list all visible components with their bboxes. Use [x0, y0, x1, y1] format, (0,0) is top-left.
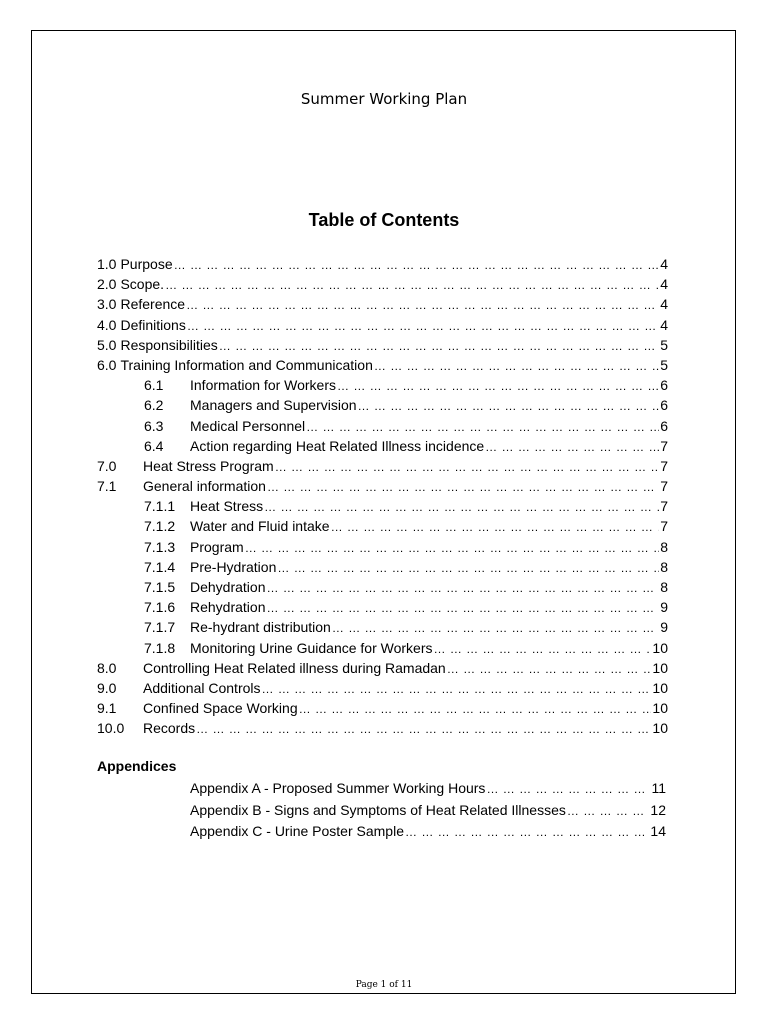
toc-leader-dots — [332, 618, 659, 637]
appendix-entry[interactable] — [190, 778, 666, 800]
toc-entry-title: Action regarding Heat Related Illness incidence — [190, 437, 485, 454]
toc-entry[interactable] — [97, 456, 668, 476]
toc-leader-dots — [187, 316, 659, 335]
toc-entry-title: Confined Space Working — [143, 700, 298, 717]
toc-entry-page: 9 — [660, 619, 668, 636]
toc-entry[interactable] — [97, 698, 668, 718]
toc-entry-title: Training Information and Communication — [120, 356, 373, 373]
toc-entry-title: Pre-Hydration — [190, 558, 277, 575]
toc-entry-page: 10 — [652, 659, 668, 676]
toc-leader-dots — [447, 659, 652, 678]
toc-entry[interactable] — [97, 375, 668, 395]
document-title: Summer Working Plan — [300, 90, 468, 108]
toc-entry-page: 7 — [660, 518, 668, 535]
toc-entry-title: Reference — [120, 296, 186, 313]
toc-entry-page: 4 — [660, 276, 668, 293]
toc-entry-page: 10 — [652, 720, 668, 737]
toc-entry-number: 7.1.1 — [144, 498, 176, 515]
toc-entry-page: 8 — [660, 579, 668, 595]
toc-entry-title: Responsibilities — [120, 336, 218, 353]
toc-leader-dots — [245, 538, 660, 557]
toc-entry-title: Definitions — [120, 316, 186, 333]
toc-entry-page: 8 — [660, 538, 668, 555]
toc-entry-number: 7.1.2 — [144, 518, 176, 535]
toc-entry-page: 4 — [660, 316, 668, 333]
toc-entry[interactable] — [97, 718, 668, 738]
toc-entry-page: 5 — [660, 336, 668, 353]
toc-entry-title: Additional Controls — [143, 679, 261, 696]
toc-entry-title: Monitoring Urine Guidance for Workers — [190, 639, 433, 656]
toc-entry[interactable] — [97, 496, 668, 516]
toc-leader-dots — [374, 356, 659, 375]
toc-entry[interactable] — [97, 395, 668, 415]
toc-entry-number: 2.0 — [97, 276, 117, 293]
toc-entry-page: 10 — [652, 639, 668, 656]
toc-entry-title: Medical Personnel — [190, 417, 306, 434]
toc-leader-dots — [405, 822, 649, 842]
toc-entry-number: 1.0 — [97, 256, 117, 272]
appendix-entry[interactable] — [190, 821, 666, 843]
toc-leader-dots — [267, 598, 660, 617]
toc-leader-dots — [434, 639, 652, 658]
toc-entry-number: 6.2 — [144, 397, 164, 414]
appendix-page: 12 — [650, 801, 666, 818]
toc-entry-page: 9 — [660, 599, 668, 616]
toc-leader-dots — [186, 295, 659, 314]
toc-entry[interactable] — [97, 476, 668, 496]
toc-entry-title: Records — [143, 720, 196, 737]
toc-entry-title: Water and Fluid intake — [190, 518, 330, 535]
toc-entry-number: 9.1 — [97, 700, 117, 717]
toc-entry-page: 10 — [652, 700, 668, 717]
toc-leader-dots — [299, 699, 652, 718]
toc-entry[interactable] — [97, 577, 668, 597]
toc-entry-number: 7.1.3 — [144, 538, 176, 555]
toc-entry[interactable] — [97, 335, 668, 355]
toc-entry-page: 5 — [660, 356, 668, 373]
toc-leader-dots — [331, 517, 660, 536]
toc-leader-dots — [267, 477, 659, 496]
toc-entry-page: 8 — [660, 558, 668, 575]
toc-leader-dots — [262, 679, 652, 698]
appendix-page: 11 — [651, 780, 666, 796]
toc-entry-number: 8.0 — [97, 659, 117, 676]
toc-entry-number: 7.1.6 — [144, 599, 176, 616]
toc-entry-number: 4.0 — [97, 316, 117, 333]
toc-entry-number: 5.0 — [97, 336, 117, 353]
toc-entry-number: 6.4 — [144, 437, 164, 454]
toc-entry-number: 7.1.4 — [144, 558, 176, 575]
toc-entry[interactable] — [97, 516, 668, 536]
toc-entry-title: Re-hydrant distribution — [190, 619, 331, 636]
toc-entry[interactable] — [97, 617, 668, 637]
toc-entry-number: 6.1 — [144, 377, 164, 394]
toc-leader-dots — [264, 497, 659, 516]
toc-entry-title: Rehydration — [190, 599, 266, 616]
toc-entry-page: 7 — [660, 478, 668, 495]
appendix-title: Appendix C - Urine Poster Sample — [190, 823, 404, 839]
toc-entry-page: 10 — [652, 679, 668, 696]
toc-entry-number: 7.1.7 — [144, 619, 176, 636]
toc-entry-number: 6.3 — [144, 417, 164, 434]
toc-entry[interactable] — [97, 274, 668, 294]
toc-leader-dots — [219, 336, 659, 355]
toc-entry-title: Program — [190, 538, 244, 555]
appendices-heading: Appendices — [97, 758, 177, 774]
appendix-page: 14 — [650, 823, 666, 839]
toc-entry[interactable] — [97, 597, 668, 617]
toc-heading: Table of Contents — [308, 210, 460, 230]
toc-entry-title: Scope. — [120, 276, 165, 293]
toc-entry-page: 7 — [660, 437, 668, 454]
toc-entry-page: 4 — [660, 256, 668, 272]
toc-entry[interactable] — [97, 355, 668, 375]
toc-entry[interactable] — [97, 416, 668, 436]
toc-leader-dots — [306, 417, 659, 436]
toc-entry-number: 9.0 — [97, 679, 117, 696]
toc-entry-number: 7.1.8 — [144, 639, 176, 656]
toc-entry-page: 4 — [660, 296, 668, 313]
toc-leader-dots — [486, 779, 650, 799]
toc-entry[interactable] — [97, 254, 668, 274]
toc-leader-dots — [275, 457, 659, 476]
toc-entry-title: Heat Stress — [190, 498, 264, 515]
toc-entry-title: Controlling Heat Related illness during Ramadan — [143, 659, 446, 676]
toc-leader-dots — [358, 396, 660, 415]
toc-entry-page: 6 — [660, 397, 668, 414]
toc-entry-number: 3.0 — [97, 296, 117, 313]
toc-leader-dots — [196, 719, 651, 738]
toc-entry-title: Heat Stress Program — [143, 457, 274, 474]
toc-entry-title: General information — [143, 478, 266, 495]
appendix-entry[interactable] — [190, 800, 666, 822]
toc-leader-dots — [485, 437, 659, 456]
appendix-title: Appendix B - Signs and Symptoms of Heat Related Illnesses — [190, 801, 566, 818]
toc-leader-dots — [337, 376, 659, 395]
toc-entry-number: 7.1 — [97, 478, 117, 495]
toc-leader-dots — [277, 558, 659, 577]
toc-leader-dots — [567, 801, 650, 821]
table-of-contents — [97, 254, 668, 739]
toc-entry[interactable] — [97, 436, 668, 456]
toc-entry-title: Dehydration — [190, 579, 266, 595]
toc-entry[interactable] — [97, 315, 668, 335]
toc-entry-title: Information for Workers — [190, 377, 337, 394]
toc-entry-page: 6 — [660, 377, 668, 394]
toc-entry-number: 7.0 — [97, 457, 117, 474]
appendix-title: Appendix A - Proposed Summer Working Hours — [190, 780, 486, 796]
toc-entry[interactable] — [97, 557, 668, 577]
toc-entry-title: Purpose — [120, 256, 173, 272]
toc-leader-dots — [165, 275, 659, 294]
toc-leader-dots — [174, 255, 660, 274]
toc-entry-title: Managers and Supervision — [190, 397, 357, 414]
toc-entry-page: 7 — [660, 457, 668, 474]
toc-entry-number: 6.0 — [97, 356, 117, 373]
page-footer: Page 1 of 11 — [355, 980, 413, 990]
toc-leader-dots — [267, 578, 660, 597]
toc-entry-number: 10.0 — [97, 720, 125, 737]
toc-entry[interactable] — [97, 678, 668, 698]
toc-entry-page: 7 — [660, 498, 668, 515]
toc-entry-page: 6 — [660, 417, 668, 434]
toc-entry[interactable] — [97, 658, 668, 678]
toc-entry[interactable] — [97, 294, 668, 314]
toc-entry[interactable] — [97, 638, 668, 658]
appendices-list — [190, 778, 666, 843]
toc-entry[interactable] — [97, 537, 668, 557]
toc-entry-number: 7.1.5 — [144, 579, 176, 595]
